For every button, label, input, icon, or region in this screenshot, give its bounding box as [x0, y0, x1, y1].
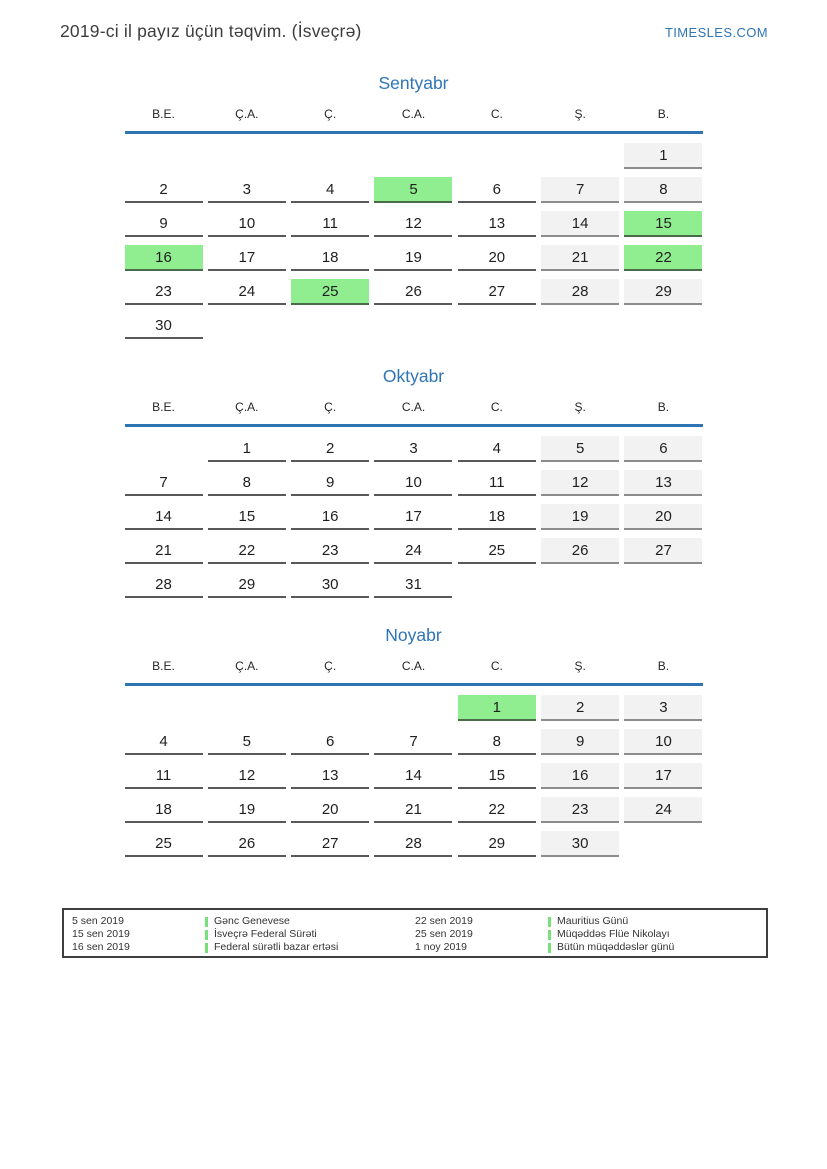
- legend-event-label: Bütün müqəddəslər günü: [557, 941, 675, 953]
- weekend-day-cell: 17: [624, 763, 702, 789]
- legend-event-label: Federal sürətli bazar ertəsi: [214, 941, 339, 953]
- legend-event: [548, 928, 758, 941]
- day-cell: 2: [291, 436, 369, 462]
- day-cell: 13: [291, 763, 369, 789]
- empty-cell: [374, 695, 452, 721]
- holiday-day-cell: 1: [458, 695, 536, 721]
- day-cell: 6: [291, 729, 369, 755]
- weekday-header: C.: [490, 400, 503, 414]
- day-cell: 17: [208, 245, 286, 271]
- week-row: [125, 763, 703, 789]
- month-title: Oktyabr: [382, 366, 445, 386]
- legend-column-right: [415, 915, 758, 952]
- week-row: [125, 797, 703, 823]
- day-cell: 7: [374, 729, 452, 755]
- empty-cell: [291, 143, 369, 169]
- day-cell: 14: [374, 763, 452, 789]
- empty-cell: [125, 436, 203, 462]
- month-title: Noyabr: [385, 625, 442, 645]
- week-row: [125, 572, 703, 598]
- empty-cell: [374, 143, 452, 169]
- day-cell: 24: [374, 538, 452, 564]
- weekday-header: B.: [657, 107, 670, 121]
- weekday-header-row: [125, 400, 703, 427]
- day-cell: 26: [208, 831, 286, 857]
- day-cell: 15: [458, 763, 536, 789]
- brand-link[interactable]: TIMESLES.COM: [664, 25, 768, 40]
- day-cell: 31: [374, 572, 452, 598]
- legend-event: [548, 915, 758, 928]
- weekday-header: B.E.: [152, 400, 175, 414]
- weekend-day-cell: 28: [541, 279, 619, 305]
- day-cell: 2: [125, 177, 203, 203]
- weekday-header: Ş.: [574, 107, 586, 121]
- weekday-header: C.: [490, 107, 503, 121]
- day-cell: 7: [125, 470, 203, 496]
- month-grid: [125, 427, 703, 598]
- week-row: [125, 470, 703, 496]
- day-cell: 19: [208, 797, 286, 823]
- empty-cell: [624, 831, 702, 857]
- legend-event: [205, 915, 415, 928]
- weekday-header: B.E.: [152, 107, 175, 121]
- empty-cell: [208, 313, 286, 339]
- weekday-header: Ç.: [324, 107, 337, 121]
- weekday-header: C.A.: [401, 400, 426, 414]
- holiday-day-cell: 5: [374, 177, 452, 203]
- day-cell: 24: [208, 279, 286, 305]
- weekend-day-cell: 24: [624, 797, 702, 823]
- week-row: [125, 211, 703, 237]
- day-cell: 22: [458, 797, 536, 823]
- day-cell: 9: [291, 470, 369, 496]
- legend-event: [548, 941, 758, 954]
- page-title: 2019-ci il payız üçün təqvim. (İsveçrə): [60, 21, 362, 41]
- day-cell: 16: [291, 504, 369, 530]
- legend-color-bar: [205, 917, 208, 927]
- empty-cell: [125, 695, 203, 721]
- legend-event-label: Gənc Genevese: [214, 915, 290, 927]
- weekend-day-cell: 19: [541, 504, 619, 530]
- legend-date: 16 sen 2019: [72, 941, 130, 953]
- empty-cell: [208, 143, 286, 169]
- weekend-day-cell: 6: [624, 436, 702, 462]
- day-cell: 18: [125, 797, 203, 823]
- week-row: [125, 143, 703, 169]
- weekend-day-cell: 21: [541, 245, 619, 271]
- legend-color-bar: [205, 943, 208, 953]
- day-cell: 4: [125, 729, 203, 755]
- holiday-day-cell: 22: [624, 245, 702, 271]
- day-cell: 30: [291, 572, 369, 598]
- legend-event: [205, 928, 415, 941]
- weekday-header: Ç.: [324, 659, 337, 673]
- day-cell: 12: [208, 763, 286, 789]
- holiday-day-cell: 16: [125, 245, 203, 271]
- weekday-header: C.A.: [401, 107, 426, 121]
- day-cell: 26: [374, 279, 452, 305]
- weekend-day-cell: 20: [624, 504, 702, 530]
- holiday-day-cell: 15: [624, 211, 702, 237]
- weekend-day-cell: 5: [541, 436, 619, 462]
- week-row: [125, 504, 703, 530]
- legend-date: 5 sen 2019: [72, 915, 124, 927]
- empty-cell: [374, 313, 452, 339]
- holiday-day-cell: 25: [291, 279, 369, 305]
- weekend-day-cell: 8: [624, 177, 702, 203]
- legend-color-bar: [205, 930, 208, 940]
- empty-cell: [541, 313, 619, 339]
- week-row: [125, 831, 703, 857]
- day-cell: 25: [458, 538, 536, 564]
- day-cell: 20: [458, 245, 536, 271]
- day-cell: 5: [208, 729, 286, 755]
- week-row: [125, 436, 703, 462]
- day-cell: 30: [125, 313, 203, 339]
- day-cell: 23: [291, 538, 369, 564]
- weekend-day-cell: 14: [541, 211, 619, 237]
- weekend-day-cell: 12: [541, 470, 619, 496]
- day-cell: 10: [374, 470, 452, 496]
- day-cell: 28: [374, 831, 452, 857]
- legend-color-bar: [548, 943, 551, 953]
- legend-column-left: [72, 915, 415, 952]
- weekend-day-cell: 30: [541, 831, 619, 857]
- weekend-day-cell: 10: [624, 729, 702, 755]
- weekend-day-cell: 3: [624, 695, 702, 721]
- day-cell: 8: [208, 470, 286, 496]
- day-cell: 4: [291, 177, 369, 203]
- weekday-header: Ç.: [324, 400, 337, 414]
- weekend-day-cell: 2: [541, 695, 619, 721]
- legend-event-label: Mauritius Günü: [557, 915, 629, 927]
- document-header: [0, 0, 827, 42]
- day-cell: 17: [374, 504, 452, 530]
- week-row: [125, 538, 703, 564]
- day-cell: 25: [125, 831, 203, 857]
- empty-cell: [541, 572, 619, 598]
- weekend-day-cell: 26: [541, 538, 619, 564]
- legend-color-bar: [548, 930, 551, 940]
- legend-color-bar: [548, 917, 551, 927]
- weekday-header: C.: [490, 659, 503, 673]
- weekday-header-row: [125, 107, 703, 134]
- day-cell: 27: [291, 831, 369, 857]
- weekend-day-cell: 9: [541, 729, 619, 755]
- weekday-header: B.: [657, 400, 670, 414]
- day-cell: 15: [208, 504, 286, 530]
- weekday-header: C.A.: [401, 659, 426, 673]
- weekend-day-cell: 16: [541, 763, 619, 789]
- weekday-header: Ş.: [574, 400, 586, 414]
- day-cell: 13: [458, 211, 536, 237]
- calendar: [125, 73, 703, 857]
- month-noyabr: [125, 625, 703, 857]
- weekday-header: Ç.A.: [235, 659, 259, 673]
- legend-date: 15 sen 2019: [72, 928, 130, 940]
- legend-date: 25 sen 2019: [415, 928, 473, 940]
- legend-event-label: İsveçrə Federal Sürəti: [214, 928, 317, 940]
- empty-cell: [541, 143, 619, 169]
- day-cell: 1: [208, 436, 286, 462]
- day-cell: 19: [374, 245, 452, 271]
- day-cell: 4: [458, 436, 536, 462]
- day-cell: 28: [125, 572, 203, 598]
- empty-cell: [291, 695, 369, 721]
- day-cell: 11: [125, 763, 203, 789]
- day-cell: 9: [125, 211, 203, 237]
- day-cell: 3: [374, 436, 452, 462]
- empty-cell: [458, 313, 536, 339]
- holiday-legend: [62, 908, 768, 958]
- weekend-day-cell: 13: [624, 470, 702, 496]
- empty-cell: [208, 695, 286, 721]
- legend-date: 22 sen 2019: [415, 915, 473, 927]
- week-row: [125, 177, 703, 203]
- weekday-header-row: [125, 659, 703, 686]
- month-title: Sentyabr: [378, 73, 449, 93]
- legend-event: [205, 941, 415, 954]
- weekend-day-cell: 27: [624, 538, 702, 564]
- empty-cell: [458, 572, 536, 598]
- weekday-header: B.E.: [152, 659, 175, 673]
- day-cell: 29: [458, 831, 536, 857]
- week-row: [125, 313, 703, 339]
- day-cell: 18: [291, 245, 369, 271]
- day-cell: 18: [458, 504, 536, 530]
- weekend-day-cell: 7: [541, 177, 619, 203]
- week-row: [125, 729, 703, 755]
- weekend-day-cell: 23: [541, 797, 619, 823]
- week-row: [125, 279, 703, 305]
- day-cell: 29: [208, 572, 286, 598]
- legend-date: 1 noy 2019: [415, 941, 467, 953]
- weekday-header: B.: [657, 659, 670, 673]
- day-cell: 3: [208, 177, 286, 203]
- day-cell: 6: [458, 177, 536, 203]
- day-cell: 21: [374, 797, 452, 823]
- week-row: [125, 245, 703, 271]
- day-cell: 27: [458, 279, 536, 305]
- day-cell: 10: [208, 211, 286, 237]
- month-oktyabr: [125, 366, 703, 598]
- day-cell: 11: [291, 211, 369, 237]
- weekday-header: Ş.: [574, 659, 586, 673]
- day-cell: 11: [458, 470, 536, 496]
- day-cell: 14: [125, 504, 203, 530]
- day-cell: 20: [291, 797, 369, 823]
- weekday-header: Ç.A.: [235, 107, 259, 121]
- day-cell: 21: [125, 538, 203, 564]
- empty-cell: [624, 313, 702, 339]
- month-sentyabr: [125, 73, 703, 339]
- day-cell: 12: [374, 211, 452, 237]
- legend-event-label: Müqəddəs Flüe Nikolayı: [557, 928, 670, 940]
- month-grid: [125, 134, 703, 339]
- day-cell: 23: [125, 279, 203, 305]
- weekday-header: Ç.A.: [235, 400, 259, 414]
- weekend-day-cell: 1: [624, 143, 702, 169]
- day-cell: 22: [208, 538, 286, 564]
- month-grid: [125, 686, 703, 857]
- empty-cell: [125, 143, 203, 169]
- empty-cell: [458, 143, 536, 169]
- week-row: [125, 695, 703, 721]
- empty-cell: [624, 572, 702, 598]
- weekend-day-cell: 29: [624, 279, 702, 305]
- empty-cell: [291, 313, 369, 339]
- day-cell: 8: [458, 729, 536, 755]
